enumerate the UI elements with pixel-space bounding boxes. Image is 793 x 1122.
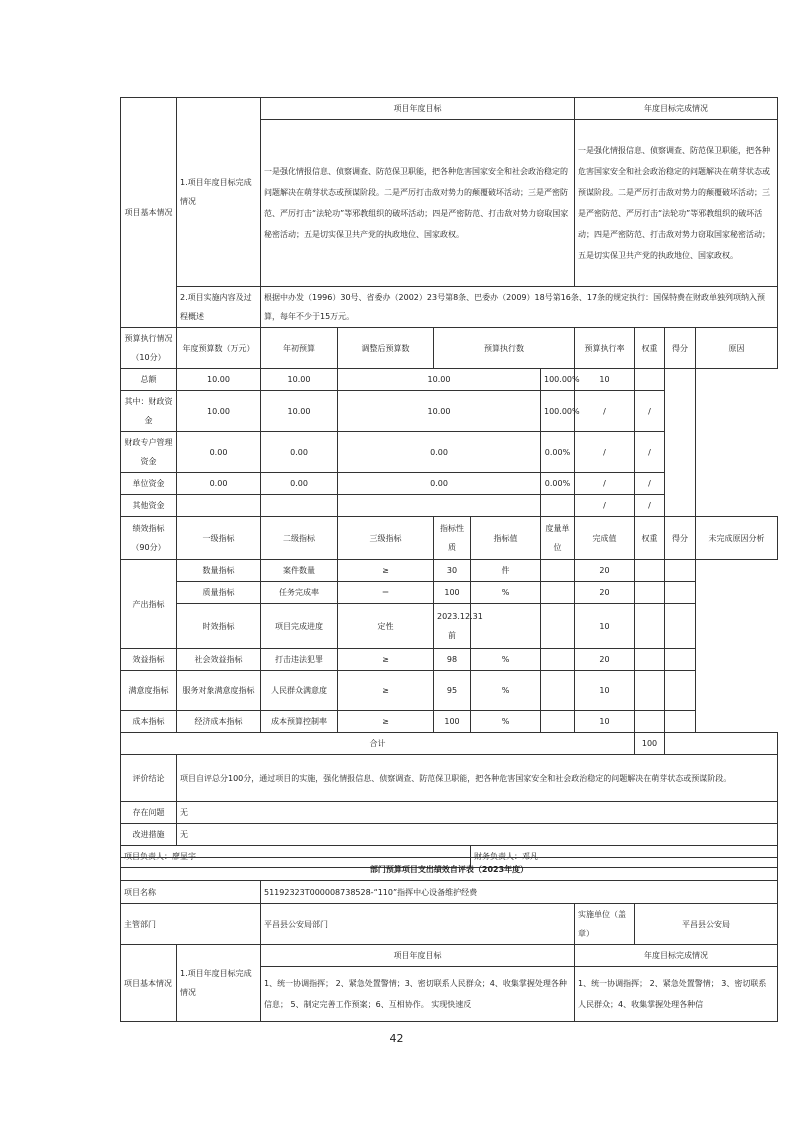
unit: % xyxy=(471,671,541,711)
kpi-header: 得分 xyxy=(665,517,696,560)
goal-text: 一是强化情报信息、侦察调查、防范保卫职能，把各种危害国家安全和社会政治稳定的问题解决在萌芽状态或预谋阶段。二是严厉打击敌对势力的颠覆破坏活动；三是严密防范、严厉打击“法轮功”等邪教组织的破坏活动；四是严密防范、打击敌对势力窃取国家秘密活动；五是切实保卫共产党的执政地位、国家政权。 xyxy=(261,120,575,287)
kpi-row xyxy=(121,604,778,649)
unfinished-reason xyxy=(665,711,696,733)
budget-row-label: 其中：财政资金 xyxy=(121,391,177,432)
score: / xyxy=(635,391,665,432)
done-text: 一是强化情报信息、侦察调查、防范保卫职能，把各种危害国家安全和社会政治稳定的问题解决在萌芽状态或预谋阶段。二是严厉打击敌对势力的颠覆破坏活动；三是严密防范、严厉打击“法轮功”等邪教组织的破坏活动；四是严密防范、打击敌对势力窃取国家秘密活动；五是切实保卫共产党的执政地位、国家政权。 xyxy=(575,120,778,287)
budget-row-label: 财政专户管理资金 xyxy=(121,432,177,473)
unit-label: 实施单位（盖章） xyxy=(575,904,635,945)
indicator-value: 100 xyxy=(434,582,471,604)
indicator-nature: ≥ xyxy=(338,560,434,582)
done-text: 1、统一协调指挥； 2、紧急处置警情； 3、密切联系人民群众；4、收集掌握处理各种信 xyxy=(575,967,778,1022)
score xyxy=(635,582,665,604)
level2-indicator: 服务对象满意度指标 xyxy=(177,671,261,711)
improve-label: 改进措施 xyxy=(121,824,177,846)
score: / xyxy=(635,495,665,517)
level2-indicator: 社会效益指标 xyxy=(177,649,261,671)
score xyxy=(635,649,665,671)
name-value: 51192323T000008738528-“110”指挥中心设备维护经费 xyxy=(261,881,778,904)
budget-header: 得分 xyxy=(665,328,696,369)
level3-indicator: 成本预算控制率 xyxy=(261,711,338,733)
level1-indicator: 产出指标 xyxy=(121,560,177,649)
impl-text: 根据中办发（1996）30号、省委办（2002）23号第8条、巴委办（2009）18号第16条、17条的规定执行：国保特费在财政单独列项纳入预算，每年不少于15万元。 xyxy=(261,287,778,328)
executed-budget: 10.00 xyxy=(338,369,541,391)
done-header: 年度目标完成情况 xyxy=(575,98,778,120)
kpi-row xyxy=(121,560,778,582)
completed-value xyxy=(541,560,575,582)
unfinished-reason xyxy=(665,582,696,604)
executed-budget: 10.00 xyxy=(338,391,541,432)
unit: % xyxy=(471,711,541,733)
indicator-value: 2023.12.31前 xyxy=(434,604,471,649)
executed-budget xyxy=(338,495,541,517)
weight: 10 xyxy=(575,369,635,391)
indicator-nature: ＝ xyxy=(338,582,434,604)
kpi-row xyxy=(121,671,778,711)
goal-label: 1.项目年度目标完成情况 xyxy=(177,98,261,287)
score xyxy=(635,711,665,733)
score xyxy=(635,369,665,391)
kpi-row xyxy=(121,711,778,733)
level3-indicator: 打击违法犯罪 xyxy=(261,649,338,671)
improve-text: 无 xyxy=(177,824,778,846)
adjusted-budget: 10.00 xyxy=(261,391,338,432)
goal-text: 1、统一协调指挥； 2、紧急处置警情；3、密切联系人民群众；4、收集掌握处理各种信息； 5、制定完善工作预案；6、互相协作。 实现快速反 xyxy=(261,967,575,1022)
adjusted-budget: 10.00 xyxy=(261,369,338,391)
execution-rate: 100.00% xyxy=(541,369,575,391)
done-header: 年度目标完成情况 xyxy=(575,945,778,967)
level1-indicator: 满意度指标 xyxy=(121,671,177,711)
problem-text: 无 xyxy=(177,802,778,824)
budget-row-label: 单位资金 xyxy=(121,473,177,495)
level2-indicator: 数量指标 xyxy=(177,560,261,582)
kpi-header: 三级指标 xyxy=(338,517,434,560)
indicator-nature: ≥ xyxy=(338,671,434,711)
weight: 10 xyxy=(575,604,635,649)
adjusted-budget xyxy=(261,495,338,517)
performance-table-1 xyxy=(120,97,778,868)
conclusion-label: 评价结论 xyxy=(121,755,177,802)
page-number: 42 xyxy=(389,1032,404,1045)
budget-header: 预算执行率 xyxy=(575,328,635,369)
budget-label: 预算执行情况（10分） xyxy=(121,328,177,369)
level1-indicator: 效益指标 xyxy=(121,649,177,671)
kpi-header: 完成值 xyxy=(575,517,635,560)
kpi-row xyxy=(121,649,778,671)
indicator-nature: ≥ xyxy=(338,649,434,671)
unit-value: 平昌县公安局 xyxy=(635,904,778,945)
kpi-header: 二级指标 xyxy=(261,517,338,560)
reason xyxy=(665,369,696,517)
weight: 20 xyxy=(575,560,635,582)
dept-label: 主管部门 xyxy=(121,904,261,945)
kpi-header: 一级指标 xyxy=(177,517,261,560)
indicator-nature: 定性 xyxy=(338,604,434,649)
level3-indicator: 人民群众满意度 xyxy=(261,671,338,711)
weight: / xyxy=(575,432,635,473)
kpi-header: 指标值 xyxy=(471,517,541,560)
kpi-header: 未完成原因分析 xyxy=(696,517,778,560)
budget-row-label: 总额 xyxy=(121,369,177,391)
indicator-value: 100 xyxy=(434,711,471,733)
problem-label: 存在问题 xyxy=(121,802,177,824)
execution-rate: 100.00% xyxy=(541,391,575,432)
weight: 10 xyxy=(575,671,635,711)
initial-budget: 0.00 xyxy=(177,473,261,495)
indicator-value: 30 xyxy=(434,560,471,582)
goal-header: 项目年度目标 xyxy=(261,98,575,120)
weight: 20 xyxy=(575,582,635,604)
execution-rate xyxy=(541,495,575,517)
finance-manager: 财务负责人：邓凡 xyxy=(471,846,778,868)
weight: / xyxy=(575,495,635,517)
budget-header: 权重 xyxy=(635,328,665,369)
completed-value xyxy=(541,649,575,671)
initial-budget xyxy=(177,495,261,517)
initial-budget: 10.00 xyxy=(177,369,261,391)
completed-value xyxy=(541,711,575,733)
budget-header: 调整后预算数 xyxy=(338,328,434,369)
executed-budget: 0.00 xyxy=(338,473,541,495)
name-label: 项目名称 xyxy=(121,881,261,904)
weight: 10 xyxy=(575,711,635,733)
conclusion-text: 项目自评总分100分，通过项目的实施，强化情报信息、侦察调查、防范保卫职能，把各种危害国家安全和社会政治稳定的问题解决在萌芽状态或预谋阶段。 xyxy=(177,755,778,802)
score: / xyxy=(635,473,665,495)
kpi-row xyxy=(121,582,778,604)
budget-row xyxy=(121,369,778,391)
empty-cell xyxy=(665,733,778,755)
level2-indicator: 时效指标 xyxy=(177,604,261,649)
unfinished-reason xyxy=(665,604,696,649)
unit: % xyxy=(471,582,541,604)
impl-label: 2.项目实施内容及过程概述 xyxy=(177,287,261,328)
weight: / xyxy=(575,473,635,495)
completed-value xyxy=(541,671,575,711)
performance-table-2 xyxy=(120,857,778,1022)
table-title: 部门预算项目支出绩效自评表（2023年度） xyxy=(121,858,778,881)
score xyxy=(635,560,665,582)
kpi-label: 绩效指标（90分） xyxy=(121,517,177,560)
unfinished-reason xyxy=(665,649,696,671)
weight: / xyxy=(575,391,635,432)
indicator-value: 98 xyxy=(434,649,471,671)
dept-value: 平昌县公安局部门 xyxy=(261,904,575,945)
unit: 件 xyxy=(471,560,541,582)
completed-value xyxy=(541,604,575,649)
score xyxy=(635,604,665,649)
score: / xyxy=(635,432,665,473)
level2-indicator: 经济成本指标 xyxy=(177,711,261,733)
basic-label: 项目基本情况 xyxy=(121,98,177,328)
score xyxy=(635,671,665,711)
budget-header: 预算执行数 xyxy=(434,328,575,369)
weight: 20 xyxy=(575,649,635,671)
project-manager: 项目负责人：廖显宇 xyxy=(121,846,471,868)
budget-header: 年度预算数（万元） xyxy=(177,328,261,369)
kpi-header: 指标性质 xyxy=(434,517,471,560)
basic-label: 项目基本情况 xyxy=(121,945,177,1022)
kpi-header: 度量单位 xyxy=(541,517,575,560)
initial-budget: 0.00 xyxy=(177,432,261,473)
budget-row-label: 其他资金 xyxy=(121,495,177,517)
indicator-value: 95 xyxy=(434,671,471,711)
unit: % xyxy=(471,649,541,671)
executed-budget: 0.00 xyxy=(338,432,541,473)
adjusted-budget: 0.00 xyxy=(261,432,338,473)
budget-header: 原因 xyxy=(696,328,778,369)
total-weight: 100 xyxy=(635,733,665,755)
initial-budget: 10.00 xyxy=(177,391,261,432)
unfinished-reason xyxy=(665,671,696,711)
level3-indicator: 案件数量 xyxy=(261,560,338,582)
kpi-header: 权重 xyxy=(635,517,665,560)
budget-header: 年初预算 xyxy=(261,328,338,369)
unfinished-reason xyxy=(665,560,696,582)
goal-header: 项目年度目标 xyxy=(261,945,575,967)
level1-indicator: 成本指标 xyxy=(121,711,177,733)
level2-indicator: 质量指标 xyxy=(177,582,261,604)
execution-rate: 0.00% xyxy=(541,432,575,473)
total-label: 合计 xyxy=(121,733,635,755)
level3-indicator: 项目完成进度 xyxy=(261,604,338,649)
unit xyxy=(471,604,541,649)
level3-indicator: 任务完成率 xyxy=(261,582,338,604)
completed-value xyxy=(541,582,575,604)
goal-label: 1.项目年度目标完成情况 xyxy=(177,945,261,1022)
execution-rate: 0.00% xyxy=(541,473,575,495)
indicator-nature: ≥ xyxy=(338,711,434,733)
adjusted-budget: 0.00 xyxy=(261,473,338,495)
